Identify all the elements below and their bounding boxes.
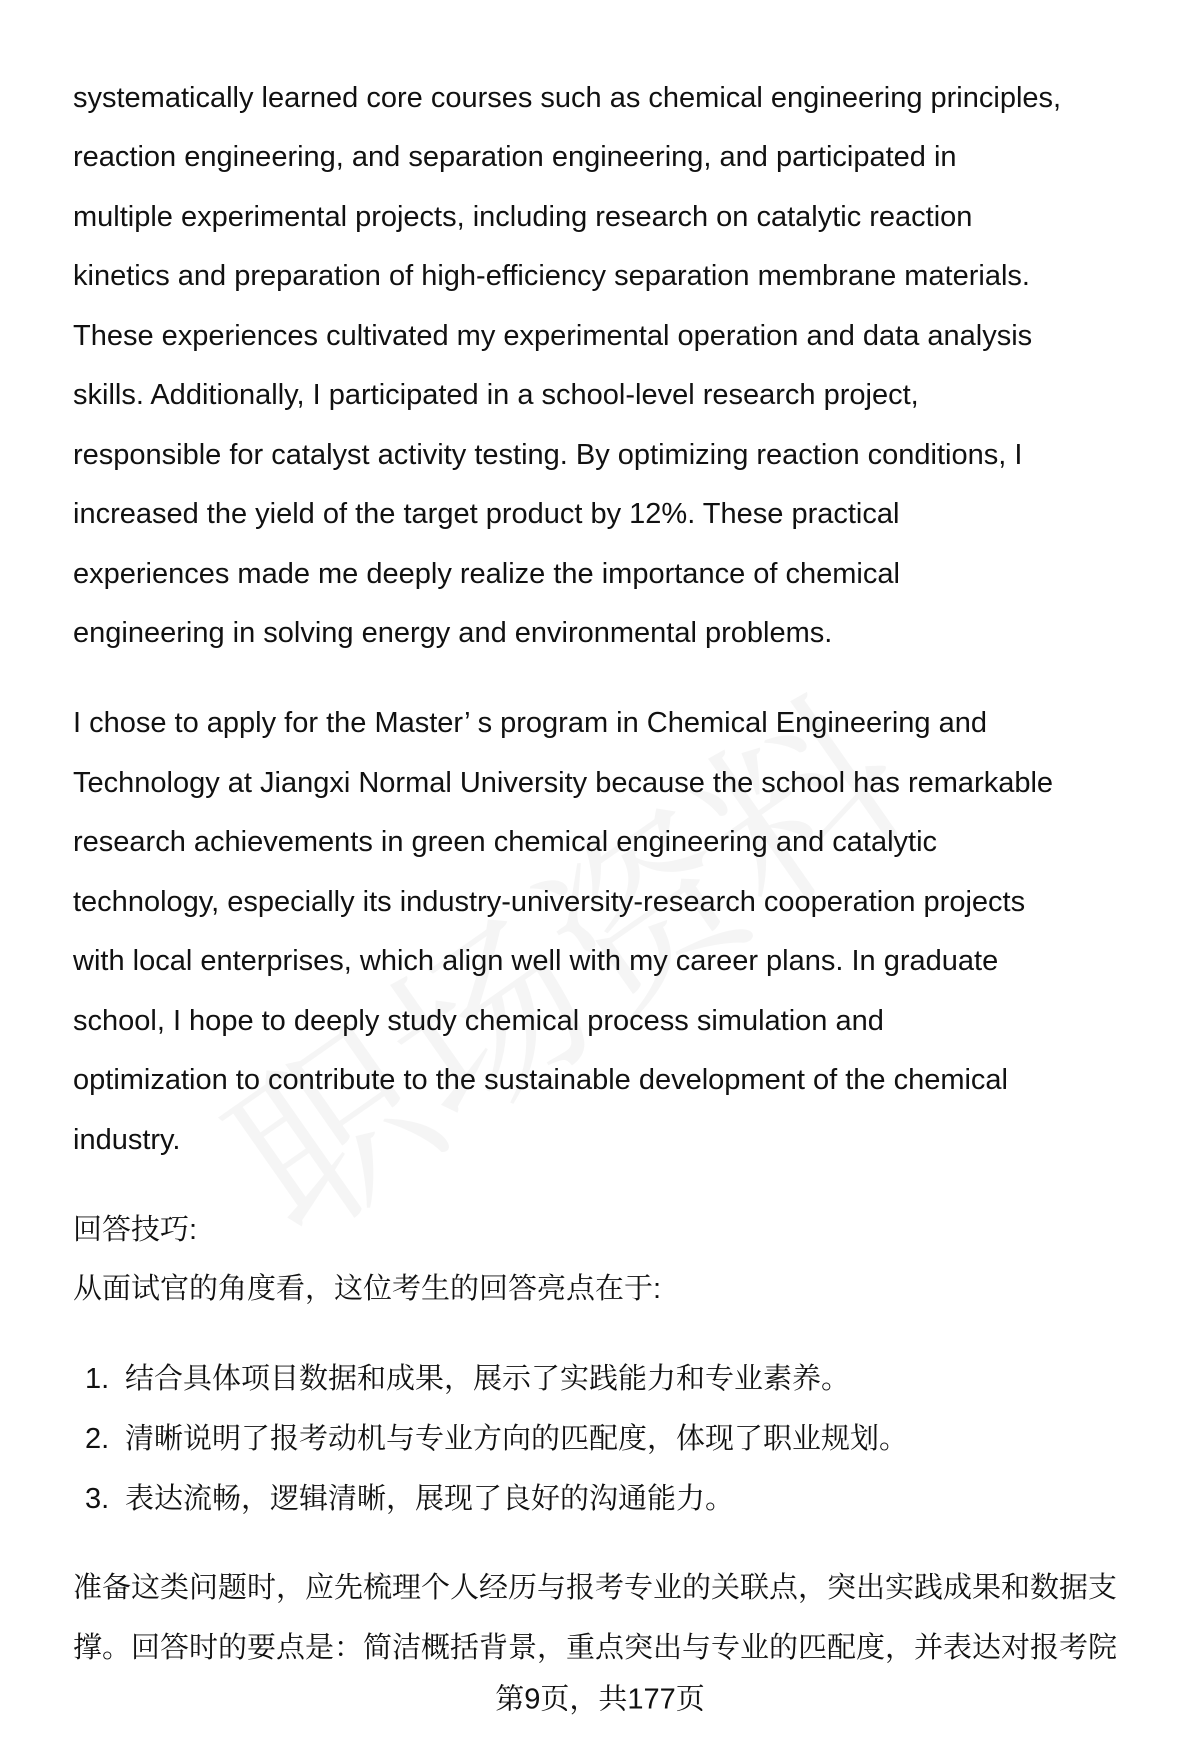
body-line: reaction engineering, and separation engineering, and participated in <box>73 141 957 173</box>
tips-intro: 从面试官的角度看，这位考生的回答亮点在于: <box>73 1273 662 1305</box>
body-line: school, I hope to deeply study chemical process simulation and <box>73 1005 884 1037</box>
list-number: 3. <box>85 1483 110 1515</box>
body-line: increased the yield of the target product by 12%. These practical <box>73 498 900 530</box>
tips-heading: 回答技巧: <box>73 1214 198 1246</box>
body-line: technology, especially its industry-university-research cooperation projects <box>73 886 1026 918</box>
body-line: I chose to apply for the Master’ s program in Chemical Engineering and <box>73 707 987 739</box>
body-line: kinetics and preparation of high-efficiency separation membrane materials. <box>73 260 1030 292</box>
closing-line: 准备这类问题时，应先梳理个人经历与报考专业的关联点，突出实践成果和数据支 <box>73 1572 1118 1604</box>
list-number: 1. <box>85 1363 110 1395</box>
body-line: skills. Additionally, I participated in a school-level research project, <box>73 379 919 411</box>
closing-line: 撑。回答时的要点是：简洁概括背景，重点突出与专业的匹配度，并表达对报考院 <box>73 1632 1118 1664</box>
body-line: These experiences cultivated my experimental operation and data analysis <box>73 320 1033 352</box>
body-line: with local enterprises, which align well with my career plans. In graduate <box>73 945 999 977</box>
list-item <box>85 1421 908 1457</box>
list-text: 清晰说明了报考动机与专业方向的匹配度，体现了职业规划。 <box>125 1423 909 1455</box>
list-text: 表达流畅，逻辑清晰，展现了良好的沟通能力。 <box>125 1483 735 1515</box>
list-item <box>85 1361 850 1397</box>
body-line: systematically learned core courses such as chemical engineering principles, <box>73 82 1062 114</box>
body-line: optimization to contribute to the sustainable development of the chemical <box>73 1064 1008 1096</box>
body-line: multiple experimental projects, including research on catalytic reaction <box>73 201 973 233</box>
body-line: Technology at Jiangxi Normal University because the school has remarkable <box>73 767 1054 799</box>
body-line: experiences made me deeply realize the importance of chemical <box>73 558 900 590</box>
page-number: 第9页，共177页 <box>495 1683 705 1716</box>
list-item <box>85 1481 734 1517</box>
body-line: research achievements in green chemical engineering and catalytic <box>73 826 938 858</box>
body-line: responsible for catalyst activity testing. By optimizing reaction conditions, I <box>73 439 1023 471</box>
body-line: engineering in solving energy and environmental problems. <box>73 617 833 649</box>
list-number: 2. <box>85 1423 110 1455</box>
list-text: 结合具体项目数据和成果，展示了实践能力和专业素养。 <box>125 1363 851 1395</box>
body-line: industry. <box>73 1124 181 1156</box>
